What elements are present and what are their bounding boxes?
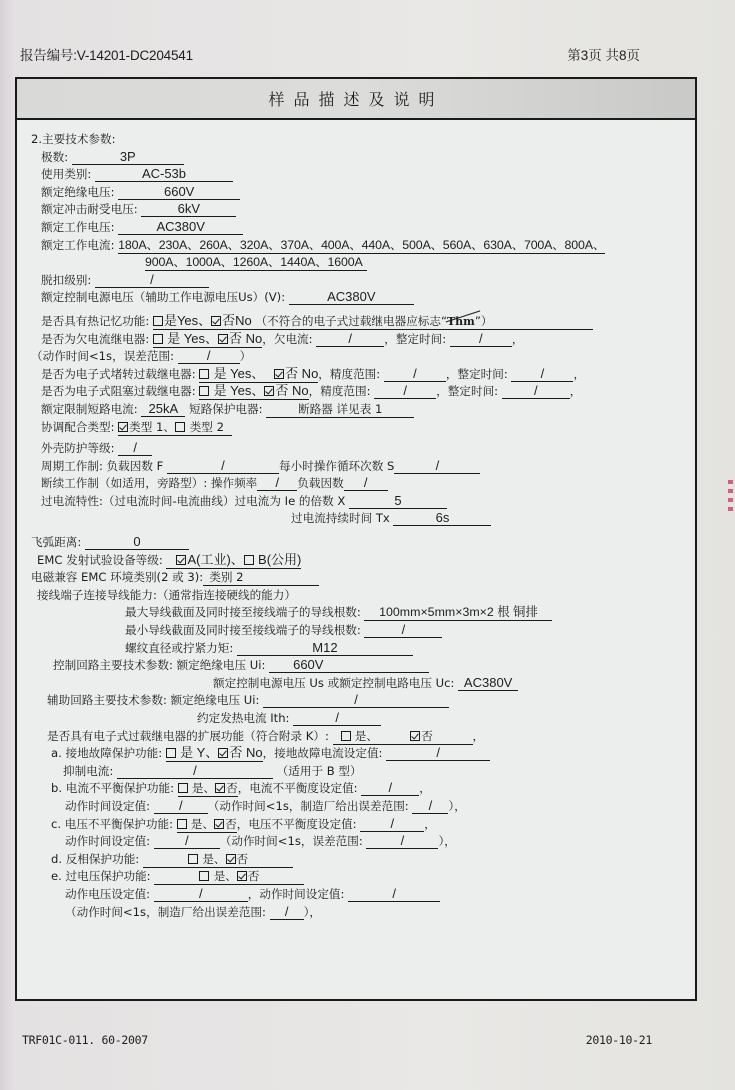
checkbox-no[interactable] bbox=[218, 748, 228, 758]
option-no-label: 否 bbox=[226, 782, 238, 796]
section-heading-text: 2.主要技术参数: bbox=[31, 132, 116, 146]
field-control-supply-voltage bbox=[31, 675, 687, 693]
frequency-value: / bbox=[257, 475, 297, 491]
field-label: 是否具有热记忆功能: bbox=[41, 313, 150, 328]
time-value: / bbox=[154, 798, 208, 814]
load-factor-label: 负载因数 bbox=[297, 476, 344, 491]
checkbox-no[interactable] bbox=[218, 334, 228, 344]
field-label: 额定工作电流: bbox=[41, 237, 115, 252]
field-rated-operational-current-cont bbox=[31, 254, 687, 272]
cycles-label: 每小时操作循环次数 S bbox=[278, 458, 395, 473]
punct: ， bbox=[424, 816, 436, 831]
option-type2-label: 类型 2 bbox=[189, 419, 224, 434]
field-value: 0 bbox=[85, 534, 189, 550]
field-voltage-unbalance-time bbox=[31, 833, 687, 851]
field-thread-torque bbox=[31, 640, 687, 658]
option-a-label: A(工业)、 bbox=[187, 551, 244, 567]
checkbox-yes[interactable] bbox=[166, 748, 176, 758]
option-type1-label: 类型 1、 bbox=[129, 419, 176, 434]
error-range-label: （动作时间<1s，误差范围: bbox=[31, 349, 174, 364]
option-yes-label: 是、 bbox=[191, 782, 216, 796]
option-yes-label: 是、 bbox=[354, 729, 378, 743]
voltage-unbalance-options bbox=[177, 817, 237, 833]
field-control-circuit bbox=[31, 657, 687, 675]
field-label: 额定绝缘电压: bbox=[41, 184, 115, 199]
stall-options bbox=[199, 366, 318, 383]
accuracy-label: ，精度范围: bbox=[318, 366, 381, 381]
coordination-options bbox=[118, 420, 232, 436]
error-note: （动作时间<1s，制造厂给出误差范围: bbox=[65, 904, 266, 919]
checkbox-no[interactable] bbox=[274, 369, 284, 379]
section-heading bbox=[31, 131, 687, 149]
field-extended-functions bbox=[31, 728, 687, 746]
field-current-unbalance bbox=[31, 780, 687, 798]
option-no-label: 否 bbox=[421, 729, 433, 743]
emc-emission-options bbox=[166, 552, 301, 569]
field-value-line1: 180A、230A、260A、320A、370A、400A、440A、500A、560A、630A、700A、800A、 bbox=[118, 237, 606, 252]
field-phase-reversal bbox=[31, 851, 687, 869]
setting-label: ，电流不平衡度设定值: bbox=[237, 781, 358, 796]
field-value: 3P bbox=[72, 149, 184, 165]
field-rated-control-supply bbox=[31, 289, 687, 307]
option-no-label: 否 No bbox=[275, 383, 309, 399]
punct: ） bbox=[239, 349, 252, 364]
checkbox-yes[interactable] bbox=[199, 386, 209, 396]
duration-label: 过电流持续时间 Tx bbox=[291, 511, 390, 526]
jam-options bbox=[199, 383, 308, 400]
page-title: 样品描述及说明 bbox=[268, 90, 444, 109]
control-us-label: 额定控制电源电压 Us 或额定控制电路电压 Uc: bbox=[213, 675, 455, 690]
punct: ， bbox=[569, 384, 582, 399]
footer-date: 2010-10-21 bbox=[585, 1033, 652, 1047]
error-value: / bbox=[366, 833, 438, 849]
field-label: EMC 发射试验设备等级: bbox=[37, 552, 163, 567]
short-circuit-value: 25kA bbox=[141, 401, 185, 417]
field-label: 额定控制电源电压（辅助工作电源电压Us）(V): bbox=[41, 290, 286, 305]
field-arc-distance bbox=[31, 534, 687, 552]
document-frame bbox=[15, 77, 697, 1001]
punct: ）， bbox=[303, 904, 322, 919]
checkbox-yes[interactable] bbox=[341, 731, 351, 741]
accuracy-value: / bbox=[374, 383, 436, 399]
field-min-conductor bbox=[31, 622, 687, 640]
field-value: 类别 2 bbox=[203, 570, 319, 586]
phase-reversal-options bbox=[143, 852, 293, 868]
punct: ）， bbox=[448, 798, 466, 813]
punct: ， bbox=[511, 331, 524, 346]
field-trip-class bbox=[31, 272, 687, 290]
error-value: / bbox=[412, 798, 448, 814]
punct: ， bbox=[472, 728, 485, 743]
inhibit-value: / bbox=[117, 763, 273, 779]
setting-label: ，接地故障电流设定值: bbox=[262, 746, 383, 761]
option-no-label: 否 No bbox=[229, 330, 263, 346]
field-overcurrent bbox=[31, 493, 687, 511]
option-yes-label: 是 Yes、 bbox=[213, 383, 265, 399]
field-thermal-memory bbox=[31, 313, 687, 331]
field-value: 660V bbox=[118, 184, 240, 200]
setting-time-label: ，整定时间: bbox=[436, 384, 499, 399]
time-setting-value: / bbox=[348, 886, 440, 902]
punct: ， bbox=[573, 366, 586, 381]
field-emc-emission bbox=[31, 552, 687, 570]
checkbox-no[interactable] bbox=[215, 783, 225, 793]
setting-value: / bbox=[361, 780, 419, 796]
load-factor-value: / bbox=[344, 475, 388, 491]
thermal-memory-options bbox=[153, 313, 593, 330]
page-footer bbox=[22, 1033, 652, 1047]
field-rated-operational-current bbox=[31, 237, 687, 255]
cycles-value: / bbox=[394, 458, 480, 474]
undercurrent-options bbox=[153, 331, 262, 348]
time-label: 动作时间设定值: bbox=[65, 834, 151, 849]
field-label: 是否为电子式阻塞过载继电器: bbox=[41, 384, 196, 399]
field-label: 额定工作电压: bbox=[41, 219, 115, 234]
field-utilization-category bbox=[31, 166, 687, 184]
parameters-section bbox=[31, 131, 687, 921]
time-value: / bbox=[154, 833, 220, 849]
field-periodic-duty bbox=[31, 458, 687, 476]
voltage-setting-label: 动作电压设定值: bbox=[65, 886, 151, 901]
scpd-value: 断路器 详见表 1 bbox=[266, 402, 414, 418]
error-note: （动作时间<1s，制造厂给出误差范围: bbox=[207, 798, 409, 813]
field-value: / bbox=[95, 272, 209, 288]
setting-time-value: / bbox=[450, 331, 512, 347]
checkbox-yes[interactable] bbox=[177, 819, 187, 829]
field-label: c. 电压不平衡保护功能: bbox=[51, 816, 173, 831]
note-suffix: ”） bbox=[474, 313, 493, 328]
ith-label: 约定发热电流 Ith: bbox=[197, 711, 290, 725]
option-yes-label: 是 Yes、 bbox=[213, 365, 265, 381]
setting-value: / bbox=[386, 745, 490, 761]
undercurrent-value: / bbox=[316, 331, 384, 347]
checkbox-no[interactable] bbox=[226, 854, 236, 864]
field-label: 控制回路主要技术参数: 额定绝缘电压 Ui: bbox=[53, 658, 266, 673]
ith-value: / bbox=[293, 710, 381, 726]
accuracy-label: ，精度范围: bbox=[308, 384, 371, 399]
field-label: 额定限制短路电流: bbox=[41, 401, 138, 416]
checkbox-class-a[interactable] bbox=[176, 555, 186, 565]
field-rated-impulse-withstand bbox=[31, 201, 687, 219]
field-rated-insulation-voltage bbox=[31, 184, 687, 202]
checkbox-no[interactable] bbox=[211, 316, 221, 326]
field-label: d. 反相保护功能: bbox=[51, 851, 140, 866]
current-unbalance-options bbox=[178, 781, 238, 797]
note-prefix: （不符合的电子式过载继电器应标志“ bbox=[255, 313, 447, 328]
min-conductor-label: 最小导线截面及同时接至接线端子的导线根数: bbox=[125, 623, 361, 638]
field-value: / bbox=[118, 440, 152, 456]
field-overvoltage-settings bbox=[31, 886, 687, 904]
field-max-conductor bbox=[31, 604, 687, 622]
field-inhibit-current bbox=[31, 763, 687, 781]
checkbox-type1[interactable] bbox=[118, 422, 128, 432]
field-thermal-current bbox=[31, 710, 687, 728]
field-label: 周期工作制: 负载因数 F bbox=[41, 458, 164, 473]
checkbox-yes[interactable] bbox=[199, 871, 209, 881]
field-jam-relay bbox=[31, 383, 687, 401]
checkbox-type2[interactable] bbox=[175, 422, 185, 432]
field-stall-relay bbox=[31, 366, 687, 384]
accuracy-value: / bbox=[384, 366, 446, 382]
inhibit-label: 抑制电流: bbox=[63, 763, 114, 778]
report-header bbox=[20, 44, 640, 64]
form-code: TRF01C-011. 60-2007 bbox=[22, 1033, 148, 1047]
multiple-x-value: 5 bbox=[349, 493, 447, 509]
undercurrent-label: ，欠电流: bbox=[262, 331, 313, 346]
checkbox-no[interactable] bbox=[264, 386, 274, 396]
option-no-label: 否 bbox=[236, 851, 249, 866]
report-number-value: V-14201-DC204541 bbox=[76, 48, 193, 63]
extended-options bbox=[333, 729, 473, 745]
time-setting-label: ，动作时间设定值: bbox=[247, 886, 345, 901]
field-coordination-type bbox=[31, 419, 687, 437]
field-label: 脱扣级别: bbox=[41, 272, 92, 287]
control-us-value: AC380V bbox=[458, 675, 518, 691]
setting-time-label: ，整定时间: bbox=[384, 331, 447, 346]
checkbox-yes[interactable] bbox=[153, 316, 163, 326]
scpd-label: 短路保护电器: bbox=[189, 401, 263, 416]
report-number bbox=[20, 44, 193, 64]
checkbox-yes[interactable] bbox=[178, 783, 188, 793]
checkbox-yes[interactable] bbox=[153, 334, 163, 344]
field-current-unbalance-time bbox=[31, 798, 687, 816]
option-yes-label: 是Yes、 bbox=[163, 312, 212, 328]
field-label: a. 接地故障保护功能: bbox=[51, 746, 163, 761]
setting-value: / bbox=[360, 816, 424, 832]
error-range-value: / bbox=[178, 348, 240, 364]
field-overvoltage bbox=[31, 868, 687, 886]
punct: ）， bbox=[438, 834, 456, 849]
field-label: 极数: bbox=[41, 149, 69, 164]
field-emc-environment bbox=[31, 569, 687, 587]
field-label: e. 过电压保护功能: bbox=[51, 869, 151, 884]
control-ui-value: 660V bbox=[269, 657, 429, 673]
field-conditional-short-circuit bbox=[31, 401, 687, 419]
page-indicator: 第3页 共8页 bbox=[567, 48, 640, 63]
field-value: AC380V bbox=[118, 219, 243, 235]
field-label: 使用类别: bbox=[41, 167, 92, 182]
field-undercurrent bbox=[31, 331, 687, 349]
field-poles bbox=[31, 149, 687, 167]
field-value: 6kV bbox=[141, 201, 236, 217]
option-yes-label: 是 Y、 bbox=[180, 745, 219, 761]
checkbox-yes[interactable] bbox=[199, 369, 209, 379]
field-label: 飞弧距离: bbox=[31, 535, 82, 550]
option-no-label: 否No bbox=[222, 312, 252, 328]
field-label: 断续工作制（如适用，旁路型）: 操作频率 bbox=[41, 476, 258, 491]
voltage-setting-value: / bbox=[154, 886, 248, 902]
checkbox-no[interactable] bbox=[410, 731, 420, 741]
option-no-label: 否 bbox=[247, 869, 260, 884]
option-no-label: 否 No bbox=[285, 365, 319, 381]
field-label: 接线端子连接导线能力:（通常指连接硬线的能力） bbox=[37, 587, 296, 602]
field-label: 协调配合类型: bbox=[41, 419, 115, 434]
title-band bbox=[17, 79, 695, 120]
field-rated-operational-voltage bbox=[31, 219, 687, 237]
setting-time-value: / bbox=[502, 383, 570, 399]
option-yes-label: 是、 bbox=[202, 851, 226, 866]
field-value: AC380V bbox=[289, 289, 414, 305]
field-label: 外壳防护等级: bbox=[41, 441, 115, 456]
auxiliary-ui-value: / bbox=[263, 692, 449, 708]
ground-fault-options bbox=[166, 745, 263, 762]
field-label: 过电流特性:（过电流时间-电流曲线）过电流为 Ie 的倍数 X bbox=[41, 493, 346, 508]
field-label: 是否为电子式堵转过载继电器: bbox=[41, 366, 196, 381]
checkbox-class-b[interactable] bbox=[244, 555, 254, 565]
field-label: 电磁兼容 EMC 环境类别(2 或 3): bbox=[31, 570, 204, 585]
setting-time-label: ，整定时间: bbox=[445, 366, 508, 381]
checkbox-no[interactable] bbox=[214, 819, 224, 829]
min-conductor-value: / bbox=[364, 622, 442, 638]
report-number-label: 报告编号: bbox=[20, 48, 77, 63]
field-label: 额定冲击耐受电压: bbox=[41, 202, 138, 217]
option-b-label: B(公用) bbox=[258, 551, 302, 567]
field-value-line2: 900A、1000A、1260A、1440A、1600A bbox=[145, 255, 367, 271]
option-yes-label: 是、 bbox=[213, 869, 237, 884]
field-label: 是否为欠电流继电器: bbox=[41, 331, 150, 346]
field-terminal-capacity bbox=[31, 587, 687, 605]
field-value: AC-53b bbox=[95, 166, 233, 182]
field-overcurrent-duration bbox=[31, 510, 687, 528]
duration-value: 6s bbox=[393, 510, 491, 526]
overvoltage-options bbox=[154, 869, 304, 885]
field-label: 是否具有电子式过载继电器的扩展功能（符合附录 K）: bbox=[47, 728, 329, 743]
setting-label: ，电压不平衡度设定值: bbox=[236, 816, 357, 831]
load-factor-value: / bbox=[167, 458, 279, 474]
thread-label: 螺纹直径或拧紧力矩: bbox=[125, 640, 234, 655]
field-enclosure-ip bbox=[31, 440, 687, 458]
inhibit-note: （适用于 B 型） bbox=[276, 763, 362, 778]
seal-edge-mark bbox=[728, 480, 733, 512]
thread-value: M12 bbox=[237, 640, 413, 656]
checkbox-no[interactable] bbox=[237, 871, 247, 881]
field-overvoltage-error bbox=[31, 904, 687, 922]
option-yes-label: 是、 bbox=[190, 817, 215, 831]
option-yes-label: 是 Yes、 bbox=[167, 330, 219, 346]
field-undercurrent-cont bbox=[31, 348, 687, 366]
field-label: b. 电流不平衡保护功能: bbox=[51, 781, 174, 796]
field-voltage-unbalance bbox=[31, 816, 687, 834]
max-conductor-label: 最大导线截面及同时接至接线端子的导线根数: bbox=[125, 605, 361, 620]
punct: ， bbox=[419, 781, 431, 796]
field-ground-fault bbox=[31, 745, 687, 763]
checkbox-yes[interactable] bbox=[188, 854, 198, 864]
thm-symbol: Thm bbox=[447, 314, 475, 328]
error-value: / bbox=[270, 904, 304, 920]
setting-time-value: / bbox=[511, 366, 573, 382]
option-no-label: 否 bbox=[225, 817, 237, 831]
field-label: 辅助回路主要技术参数: 额定绝缘电压 Ui: bbox=[47, 693, 260, 708]
option-no-label: 否 No bbox=[229, 745, 263, 761]
max-conductor-value: 100mm×5mm×3m×2 根 铜排 bbox=[364, 605, 552, 621]
field-auxiliary-circuit bbox=[31, 692, 687, 710]
time-label: 动作时间设定值: bbox=[65, 798, 151, 813]
field-intermittent-duty bbox=[31, 475, 687, 493]
error-note: （动作时间<1s，误差范围: bbox=[219, 834, 363, 849]
